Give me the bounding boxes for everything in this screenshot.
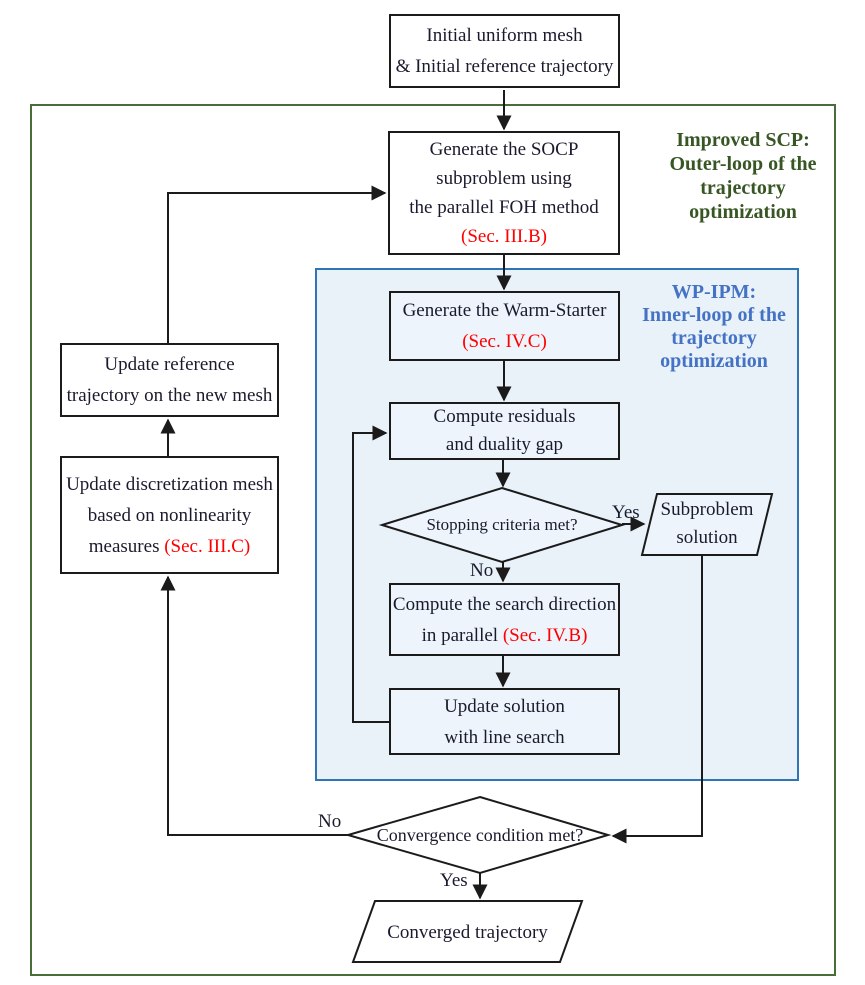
node-generate-socp xyxy=(388,131,620,255)
yes-label-stopping: Yes xyxy=(612,502,640,523)
text-line: Update reference xyxy=(104,354,235,375)
node-compute-residuals xyxy=(389,402,620,460)
node-initial-mesh xyxy=(389,14,620,88)
edge-updatereference-to-socp xyxy=(168,193,385,343)
edge-updatesolution-loop-to-residuals xyxy=(353,433,389,722)
text-line: Outer-loop of the xyxy=(669,153,817,175)
no-label-stopping: No xyxy=(470,560,494,581)
stopping-criteria-label: Stopping criteria met? xyxy=(426,515,578,534)
text-line: and duality gap xyxy=(445,434,564,455)
yes-label-convergence: Yes xyxy=(440,870,468,891)
edge-subproblem-to-convergence xyxy=(613,555,702,836)
text-line: Generate the Warm-Starter xyxy=(402,300,607,321)
node-warm-starter xyxy=(389,291,620,361)
node-update-mesh xyxy=(60,456,279,574)
text-line: Compute the search direction xyxy=(392,593,617,615)
text-line: optimization xyxy=(660,350,768,372)
text-line: Inner-loop of the xyxy=(642,304,786,326)
converged-trajectory-label: Converged trajectory xyxy=(387,922,548,943)
text-line: with line search xyxy=(444,726,565,748)
text-line: Update discretization mesh xyxy=(66,473,273,495)
text-line xyxy=(422,620,588,651)
subproblem-solution-label xyxy=(647,496,767,552)
node-update-reference xyxy=(60,343,279,417)
text-line: subproblem using xyxy=(436,168,572,189)
text-line: trajectory xyxy=(671,327,757,349)
outer-loop-title xyxy=(648,128,838,224)
no-label-convergence: No xyxy=(318,811,342,832)
text-segment: in parallel xyxy=(421,624,503,646)
text-line: Improved SCP: xyxy=(676,129,810,151)
node-search-direction xyxy=(389,583,620,656)
inner-loop-title xyxy=(626,281,802,373)
text-line: & Initial reference trajectory xyxy=(395,56,614,77)
text-line xyxy=(89,531,250,562)
text-line: based on nonlinearity xyxy=(87,504,252,526)
text-line: Subproblem xyxy=(660,499,754,520)
text-line: Compute residuals xyxy=(433,406,576,427)
section-ref: (Sec. IV.C) xyxy=(462,331,547,352)
text-line: solution xyxy=(676,527,738,548)
text-line: the parallel FOH method xyxy=(409,197,599,218)
text-line: WP-IPM: xyxy=(671,281,757,303)
text-segment: measures xyxy=(88,535,165,557)
section-ref: (Sec. IV.B) xyxy=(502,624,588,646)
section-ref: (Sec. III.C) xyxy=(164,535,251,557)
text-line: trajectory on the new mesh xyxy=(66,385,273,406)
text-line: Update solution xyxy=(444,695,565,717)
text-line: Generate the SOCP xyxy=(429,139,579,160)
text-line: Initial uniform mesh xyxy=(426,25,583,46)
text-line: trajectory xyxy=(700,177,786,199)
edge-convergence-no-to-updatemesh xyxy=(168,577,348,835)
text-line: optimization xyxy=(689,201,797,223)
node-update-solution xyxy=(389,688,620,755)
convergence-label: Convergence condition met? xyxy=(376,825,584,845)
section-ref: (Sec. III.B) xyxy=(461,226,547,247)
